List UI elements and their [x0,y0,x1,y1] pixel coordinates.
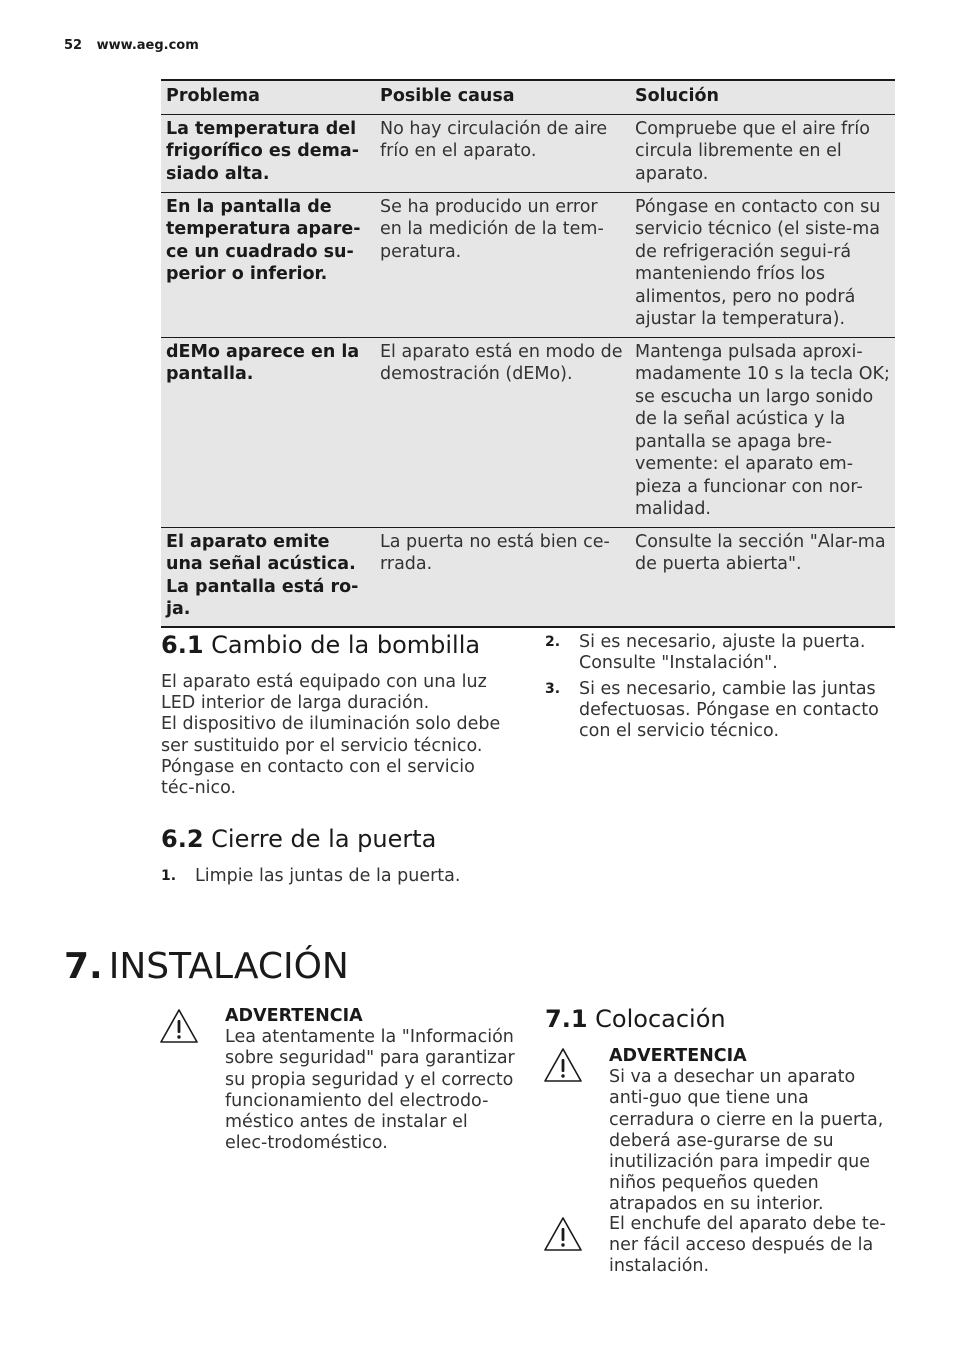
warning-icon [543,1216,583,1252]
table-row [161,114,895,192]
warning-label: ADVERTENCIA [225,1006,363,1026]
list-item [161,866,511,887]
note-text: El enchufe del aparato debe te-ner fácil acceso después de la instalación. [609,1214,886,1277]
column-header-cause: Posible causa [375,80,630,114]
section-7-1-number: 7.1 [545,1005,588,1033]
section-6-2-number: 6.2 [161,825,204,853]
chapter-heading: INSTALACIÓN [108,946,349,987]
solution-cell: Consulte la sección "Alar-ma de puerta abierta". [630,527,895,627]
warning-block [225,1006,515,1154]
section-6-1-heading: Cambio de la bombilla [211,631,481,659]
warning-text: Si va a desechar un aparato anti-guo que tiene una cerradura o cierre en la puerta, deberá ase-gurarse de su inutilización para impedir que niños pequeños queden atrapados en su interior. [609,1067,884,1215]
warning-label: ADVERTENCIA [609,1046,747,1066]
site-url: www.aeg.com [96,38,199,53]
solution-cell: Mantenga pulsada aproxi-madamente 10 s la tecla OK; se escucha un largo sonido de la señal acústica y la pantalla se apaga bre-vemente: el aparato em-pieza a funcionar con nor-malidad. [630,337,895,527]
section-6-1-number: 6.1 [161,631,204,659]
list-item [545,679,890,743]
step-number: 3. [545,681,561,697]
solution-cell: Póngase en contacto con su servicio técnico (el siste-ma de refrigeración segui-rá manteniendo fríos los alimentos, pero no podrá ajustar la temperatura). [630,192,895,337]
cause-cell: Se ha producido un error en la medición de la tem-peratura. [375,192,630,337]
problem-cell: El aparato emite una señal acústica. La pantalla está ro-ja. [161,527,375,627]
problem-cell: La temperatura del frigorífico es dema-siado alta. [161,114,375,192]
cause-cell: No hay circulación de aire frío en el aparato. [375,114,630,192]
step-number: 1. [161,868,177,884]
section-7-1-heading: Colocación [595,1005,726,1033]
problem-cell: dEMo aparece en la pantalla. [161,337,375,527]
table-row [161,192,895,337]
list-item [545,632,890,674]
section-6-1-title [161,630,480,660]
table-row [161,337,895,527]
warning-text: Lea atentamente la "Información sobre seguridad" para garantizar su propia seguridad y el correcto funcionamiento del electrodo-méstico antes de instalar el elec-trodoméstico. [225,1027,515,1154]
warning-icon [159,1008,199,1044]
chapter-title [64,944,349,990]
section-6-2-title [161,824,436,854]
solution-cell: Compruebe que el aire frío circula libremente en el aparato. [630,114,895,192]
cause-cell: La puerta no está bien ce-rrada. [375,527,630,627]
table-header-row [161,80,895,114]
section-7-1-title [545,1004,726,1034]
column-header-problem: Problema [161,80,375,114]
section-6-1-body: El aparato está equipado con una luz LED interior de larga duración. El dispositivo de iluminación solo debe ser sustituido por el servicio técnico. Póngase en contacto con el servicio téc-nico. [161,672,501,799]
step-number: 2. [545,634,561,650]
page-header [64,38,199,53]
step-text: Si es necesario, ajuste la puerta. Consulte "Instalación". [579,632,866,674]
troubleshooting-table [161,79,895,628]
chapter-number: 7. [64,946,103,987]
warning-block [609,1046,894,1216]
column-header-solution: Solución [630,80,895,114]
step-text: Si es necesario, cambie las juntas defectuosas. Póngase en contacto con el servicio técnico. [579,679,879,742]
warning-icon [543,1047,583,1083]
section-6-2-heading: Cierre de la puerta [211,825,437,853]
problem-cell: En la pantalla de temperatura apare-ce un cuadrado su-perior o inferior. [161,192,375,337]
page-number: 52 [64,38,83,53]
cause-cell: El aparato está en modo de demostración (dEMo). [375,337,630,527]
table-row [161,527,895,627]
step-text: Limpie las juntas de la puerta. [195,866,461,886]
